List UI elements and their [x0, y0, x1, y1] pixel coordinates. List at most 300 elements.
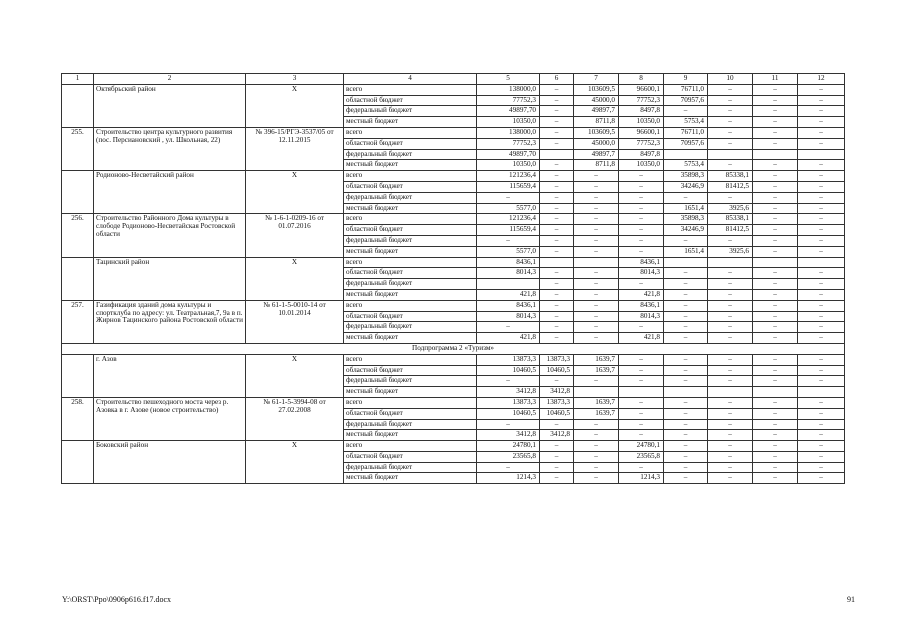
amount-cell: 10460,5	[477, 408, 540, 419]
amount-cell: 23565,8	[477, 451, 540, 462]
amount-cell: 5753,4	[664, 160, 708, 171]
amount-cell: 8711,8	[574, 117, 619, 128]
funding-source-cell: федеральный бюджет	[344, 106, 477, 117]
amount-cell: –	[753, 408, 798, 419]
amount-cell: –	[753, 203, 798, 214]
document-cell: Х	[246, 441, 344, 484]
amount-cell: –	[574, 289, 619, 300]
document-cell: Х	[246, 354, 344, 397]
amount-cell: 85338,1	[708, 214, 753, 225]
amount-cell: –	[708, 441, 753, 452]
amount-cell: 138000,0	[477, 127, 540, 138]
amount-cell: –	[540, 376, 574, 387]
funding-source-cell: федеральный бюджет	[344, 462, 477, 473]
amount-cell: –	[753, 397, 798, 408]
amount-cell: –	[753, 106, 798, 117]
amount-cell	[664, 387, 708, 398]
amount-cell: –	[574, 246, 619, 257]
funding-source-cell: областной бюджет	[344, 225, 477, 236]
amount-cell: –	[619, 203, 664, 214]
amount-cell: –	[708, 333, 753, 344]
amount-cell: –	[708, 95, 753, 106]
amount-cell: –	[753, 225, 798, 236]
funding-source-cell: местный бюджет	[344, 333, 477, 344]
amount-cell: –	[798, 408, 845, 419]
amount-cell: –	[574, 192, 619, 203]
amount-cell: –	[753, 430, 798, 441]
amount-cell: 45000,0	[574, 95, 619, 106]
amount-cell: –	[619, 214, 664, 225]
amount-cell: –	[664, 235, 708, 246]
amount-cell: –	[708, 84, 753, 95]
amount-cell: 34246,9	[664, 181, 708, 192]
row-number-cell	[62, 171, 94, 214]
amount-cell: –	[753, 462, 798, 473]
funding-source-cell: местный бюджет	[344, 160, 477, 171]
amount-cell: 8436,1	[619, 257, 664, 268]
amount-cell	[708, 387, 753, 398]
amount-cell: 1639,7	[574, 354, 619, 365]
amount-cell: –	[540, 117, 574, 128]
amount-cell: 13873,3	[477, 397, 540, 408]
amount-cell: 3412,8	[477, 387, 540, 398]
amount-cell	[708, 257, 753, 268]
amount-cell: 8436,1	[477, 257, 540, 268]
amount-cell: –	[708, 408, 753, 419]
amount-cell	[619, 387, 664, 398]
funding-source-cell: местный бюджет	[344, 387, 477, 398]
amount-cell: 45000,0	[574, 138, 619, 149]
amount-cell: 3925,6	[708, 246, 753, 257]
amount-cell: –	[619, 354, 664, 365]
amount-cell: –	[664, 300, 708, 311]
table-row	[62, 214, 845, 225]
amount-cell: –	[477, 235, 540, 246]
amount-cell: –	[798, 279, 845, 290]
amount-cell: –	[753, 127, 798, 138]
amount-cell: 10460,5	[540, 408, 574, 419]
amount-cell: –	[574, 214, 619, 225]
amount-cell: –	[574, 268, 619, 279]
document-cell: № 1-6-1-0209-16 от 01.07.2016	[246, 214, 344, 257]
amount-cell: –	[664, 441, 708, 452]
object-name-cell: Строительство центра культурного развития (пос. Персиановский , ул. Школьная, 22)	[94, 127, 246, 170]
amount-cell	[540, 257, 574, 268]
amount-cell: –	[574, 376, 619, 387]
object-name-cell: Октябрьский район	[94, 84, 246, 127]
amount-cell: –	[753, 279, 798, 290]
amount-cell: –	[753, 84, 798, 95]
amount-cell: –	[753, 311, 798, 322]
object-name-cell: Строительство пешеходного моста через р. Азовка в г. Азове (новое строительство)	[94, 397, 246, 440]
amount-cell: –	[664, 419, 708, 430]
amount-cell: –	[664, 473, 708, 484]
amount-cell: –	[664, 289, 708, 300]
subprogram-row	[62, 343, 845, 354]
amount-cell: –	[619, 365, 664, 376]
funding-source-cell: областной бюджет	[344, 95, 477, 106]
amount-cell: –	[664, 376, 708, 387]
document-cell: № 396-15/РГЭ-3537/05 от 12.11.2015	[246, 127, 344, 170]
header-cell: 1	[62, 74, 94, 85]
amount-cell: –	[708, 473, 753, 484]
header-cell: 5	[477, 74, 540, 85]
amount-cell: 13873,3	[477, 354, 540, 365]
amount-cell: –	[540, 127, 574, 138]
header-cell: 3	[246, 74, 344, 85]
amount-cell: –	[477, 462, 540, 473]
document-cell: № 61-1-5-3994-08 от 27.02.2008	[246, 397, 344, 440]
amount-cell	[574, 257, 619, 268]
amount-cell: –	[664, 192, 708, 203]
amount-cell: –	[540, 246, 574, 257]
amount-cell: –	[753, 354, 798, 365]
amount-cell	[477, 279, 540, 290]
amount-cell: –	[798, 441, 845, 452]
amount-cell: –	[798, 138, 845, 149]
amount-cell: 103609,5	[574, 127, 619, 138]
amount-cell: –	[664, 365, 708, 376]
amount-cell: –	[574, 311, 619, 322]
amount-cell: 85338,1	[708, 171, 753, 182]
amount-cell: 77752,3	[477, 138, 540, 149]
amount-cell: –	[708, 268, 753, 279]
amount-cell: –	[753, 473, 798, 484]
amount-cell: –	[753, 117, 798, 128]
amount-cell: –	[798, 106, 845, 117]
amount-cell: 8014,3	[619, 311, 664, 322]
amount-cell: –	[798, 311, 845, 322]
funding-source-cell: областной бюджет	[344, 268, 477, 279]
header-cell: 9	[664, 74, 708, 85]
amount-cell: –	[574, 441, 619, 452]
amount-cell: 3412,8	[540, 430, 574, 441]
amount-cell: –	[477, 376, 540, 387]
amount-cell: –	[708, 376, 753, 387]
amount-cell: 115659,4	[477, 225, 540, 236]
funding-source-cell: федеральный бюджет	[344, 235, 477, 246]
amount-cell: 24780,1	[477, 441, 540, 452]
amount-cell: –	[574, 235, 619, 246]
amount-cell: –	[708, 300, 753, 311]
amount-cell: –	[753, 441, 798, 452]
amount-cell: –	[753, 171, 798, 182]
funding-source-cell: всего	[344, 354, 477, 365]
amount-cell: 421,8	[477, 333, 540, 344]
amount-cell: –	[798, 268, 845, 279]
amount-cell: –	[798, 127, 845, 138]
amount-cell: –	[540, 160, 574, 171]
row-number-cell	[62, 257, 94, 300]
amount-cell: 77752,3	[477, 95, 540, 106]
amount-cell: –	[619, 322, 664, 333]
amount-cell: –	[664, 451, 708, 462]
amount-cell: –	[708, 192, 753, 203]
amount-cell: –	[798, 354, 845, 365]
footer-page-number: 91	[847, 595, 855, 604]
amount-cell: –	[798, 322, 845, 333]
row-number-cell: 257.	[62, 300, 94, 343]
row-number-cell	[62, 354, 94, 397]
amount-cell: 81412,5	[708, 225, 753, 236]
amount-cell	[798, 149, 845, 160]
header-cell: 12	[798, 74, 845, 85]
funding-source-cell: местный бюджет	[344, 117, 477, 128]
amount-cell: –	[798, 376, 845, 387]
amount-cell	[540, 149, 574, 160]
amount-cell: –	[540, 181, 574, 192]
amount-cell: 49897,70	[477, 106, 540, 117]
amount-cell: 421,8	[477, 289, 540, 300]
amount-cell: –	[708, 117, 753, 128]
funding-source-cell: всего	[344, 300, 477, 311]
object-name-cell: Строительство Районного Дома культуры в слободе Родионово-Несветайская Ростовской области	[94, 214, 246, 257]
funding-source-cell: областной бюджет	[344, 181, 477, 192]
amount-cell: –	[798, 289, 845, 300]
table-row	[62, 127, 845, 138]
amount-cell: 421,8	[619, 333, 664, 344]
amount-cell: 1214,3	[477, 473, 540, 484]
row-number-cell: 256.	[62, 214, 94, 257]
amount-cell: –	[708, 322, 753, 333]
amount-cell: –	[708, 160, 753, 171]
amount-cell: 8014,3	[619, 268, 664, 279]
funding-source-cell: федеральный бюджет	[344, 149, 477, 160]
amount-cell: 10460,5	[540, 365, 574, 376]
amount-cell: –	[798, 300, 845, 311]
amount-cell: –	[540, 473, 574, 484]
amount-cell: 96600,1	[619, 127, 664, 138]
document-cell: Х	[246, 84, 344, 127]
header-cell: 6	[540, 74, 574, 85]
header-cell: 2	[94, 74, 246, 85]
amount-cell: 1639,7	[574, 365, 619, 376]
amount-cell: –	[619, 430, 664, 441]
funding-source-cell: областной бюджет	[344, 311, 477, 322]
amount-cell: –	[708, 235, 753, 246]
amount-cell: –	[753, 300, 798, 311]
header-cell: 8	[619, 74, 664, 85]
amount-cell: 121236,4	[477, 171, 540, 182]
amount-cell: –	[540, 95, 574, 106]
amount-cell: –	[540, 462, 574, 473]
amount-cell: –	[477, 192, 540, 203]
amount-cell: –	[540, 235, 574, 246]
table-row	[62, 441, 845, 452]
amount-cell	[753, 387, 798, 398]
amount-cell: 34246,9	[664, 225, 708, 236]
amount-cell: –	[664, 106, 708, 117]
document-cell: № 61-1-5-0010-14 от 10.01.2014	[246, 300, 344, 343]
amount-cell: –	[574, 171, 619, 182]
amount-cell: –	[574, 322, 619, 333]
amount-cell: 138000,0	[477, 84, 540, 95]
budget-table	[61, 73, 845, 484]
funding-source-cell: федеральный бюджет	[344, 279, 477, 290]
amount-cell: 5577,0	[477, 203, 540, 214]
amount-cell: –	[798, 462, 845, 473]
amount-cell: 8497,8	[619, 106, 664, 117]
funding-source-cell: местный бюджет	[344, 473, 477, 484]
amount-cell: –	[798, 397, 845, 408]
amount-cell: –	[708, 279, 753, 290]
amount-cell: 1214,3	[619, 473, 664, 484]
amount-cell: –	[664, 322, 708, 333]
amount-cell: –	[753, 333, 798, 344]
table-row	[62, 397, 845, 408]
amount-cell: –	[798, 451, 845, 462]
amount-cell: –	[619, 171, 664, 182]
amount-cell: –	[619, 192, 664, 203]
amount-cell: 8014,3	[477, 311, 540, 322]
amount-cell	[708, 149, 753, 160]
amount-cell: –	[540, 289, 574, 300]
amount-cell: –	[753, 322, 798, 333]
amount-cell: –	[540, 192, 574, 203]
amount-cell: –	[664, 397, 708, 408]
header-cell: 7	[574, 74, 619, 85]
amount-cell: –	[540, 451, 574, 462]
amount-cell: –	[708, 311, 753, 322]
amount-cell: –	[619, 246, 664, 257]
amount-cell	[753, 149, 798, 160]
amount-cell: –	[708, 419, 753, 430]
amount-cell: 1639,7	[574, 397, 619, 408]
amount-cell: –	[664, 279, 708, 290]
amount-cell: –	[753, 246, 798, 257]
amount-cell: –	[619, 279, 664, 290]
amount-cell: 3925,6	[708, 203, 753, 214]
amount-cell: –	[540, 311, 574, 322]
document-cell: Х	[246, 171, 344, 214]
amount-cell: –	[619, 408, 664, 419]
row-number-cell: 258.	[62, 397, 94, 440]
amount-cell: 76711,0	[664, 127, 708, 138]
funding-source-cell: областной бюджет	[344, 451, 477, 462]
amount-cell: –	[664, 333, 708, 344]
amount-cell: –	[664, 408, 708, 419]
amount-cell: –	[753, 95, 798, 106]
amount-cell: 96600,1	[619, 84, 664, 95]
amount-cell: –	[708, 451, 753, 462]
funding-source-cell: областной бюджет	[344, 365, 477, 376]
header-cell: 4	[344, 74, 477, 85]
amount-cell: 1651,4	[664, 203, 708, 214]
amount-cell: –	[798, 365, 845, 376]
amount-cell: –	[798, 235, 845, 246]
amount-cell: –	[798, 225, 845, 236]
funding-source-cell: всего	[344, 257, 477, 268]
amount-cell: –	[540, 279, 574, 290]
amount-cell: 5753,4	[664, 117, 708, 128]
funding-source-cell: федеральный бюджет	[344, 322, 477, 333]
amount-cell	[753, 257, 798, 268]
amount-cell: –	[574, 203, 619, 214]
amount-cell: 8014,3	[477, 268, 540, 279]
amount-cell: –	[798, 171, 845, 182]
amount-cell: –	[540, 419, 574, 430]
amount-cell: –	[753, 192, 798, 203]
amount-cell: 81412,5	[708, 181, 753, 192]
amount-cell: –	[708, 462, 753, 473]
amount-cell: –	[753, 268, 798, 279]
amount-cell: –	[753, 181, 798, 192]
amount-cell: –	[540, 333, 574, 344]
amount-cell: –	[540, 214, 574, 225]
amount-cell: 8497,8	[619, 149, 664, 160]
amount-cell: –	[540, 322, 574, 333]
amount-cell: 1651,4	[664, 246, 708, 257]
amount-cell: –	[540, 138, 574, 149]
funding-source-cell: областной бюджет	[344, 408, 477, 419]
amount-cell	[664, 257, 708, 268]
amount-cell: –	[664, 462, 708, 473]
amount-cell	[798, 387, 845, 398]
amount-cell: 35898,3	[664, 171, 708, 182]
amount-cell: 115659,4	[477, 181, 540, 192]
amount-cell	[574, 387, 619, 398]
amount-cell: 49897,7	[574, 149, 619, 160]
amount-cell: –	[798, 203, 845, 214]
amount-cell: 10350,0	[477, 160, 540, 171]
subprogram-title: Подпрограмма 2 «Туризм»	[62, 343, 845, 354]
amount-cell: –	[798, 84, 845, 95]
amount-cell: –	[753, 419, 798, 430]
amount-cell: –	[798, 95, 845, 106]
amount-cell: 8436,1	[619, 300, 664, 311]
amount-cell: –	[574, 473, 619, 484]
amount-cell: –	[753, 160, 798, 171]
amount-cell: 70957,6	[664, 95, 708, 106]
amount-cell: –	[798, 192, 845, 203]
amount-cell: –	[574, 462, 619, 473]
table-row	[62, 84, 845, 95]
amount-cell: –	[477, 322, 540, 333]
header-cell: 11	[753, 74, 798, 85]
amount-cell: –	[619, 419, 664, 430]
amount-cell: –	[798, 160, 845, 171]
amount-cell: –	[798, 117, 845, 128]
header-cell: 10	[708, 74, 753, 85]
amount-cell: 70957,6	[664, 138, 708, 149]
table-row	[62, 171, 845, 182]
amount-cell: –	[540, 106, 574, 117]
amount-cell: –	[664, 311, 708, 322]
amount-cell: –	[664, 354, 708, 365]
amount-cell: –	[574, 430, 619, 441]
funding-source-cell: областной бюджет	[344, 138, 477, 149]
amount-cell: –	[540, 171, 574, 182]
funding-source-cell: федеральный бюджет	[344, 376, 477, 387]
amount-cell	[798, 257, 845, 268]
funding-source-cell: всего	[344, 397, 477, 408]
amount-cell: –	[753, 138, 798, 149]
amount-cell: –	[574, 419, 619, 430]
amount-cell: –	[708, 365, 753, 376]
amount-cell: 3412,8	[540, 387, 574, 398]
object-name-cell: Родионово-Несветайский район	[94, 171, 246, 214]
amount-cell: –	[798, 473, 845, 484]
amount-cell: 76711,0	[664, 84, 708, 95]
amount-cell: –	[540, 84, 574, 95]
object-name-cell: Газификация зданий дома культуры и спортклуба по адресу: ул. Театральная,7, 9а в п. Жирнов Тацинского района Ростовской области	[94, 300, 246, 343]
amount-cell: 49897,70	[477, 149, 540, 160]
amount-cell: –	[798, 430, 845, 441]
funding-source-cell: всего	[344, 214, 477, 225]
amount-cell: –	[540, 268, 574, 279]
amount-cell: 77752,3	[619, 138, 664, 149]
amount-cell: –	[798, 246, 845, 257]
